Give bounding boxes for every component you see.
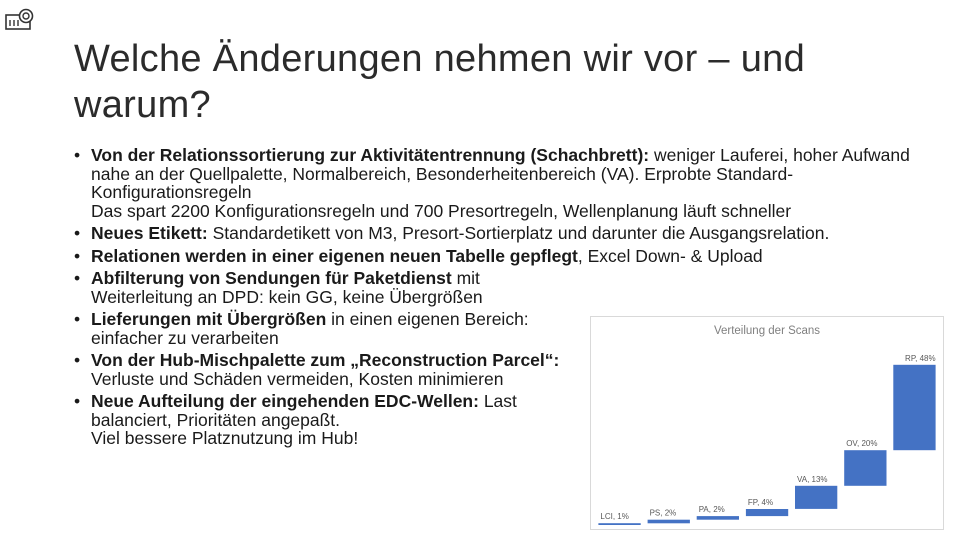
chart-title: Verteilung der Scans [713,325,821,337]
chart-bars [598,354,935,525]
chart-data-label: OV, 20% [846,439,878,449]
bullet-item [74,146,914,220]
chart-data-label: LCI, 1% [600,512,629,522]
chart-data-label: VA, 13% [797,474,828,484]
chart-data-label: PA, 2% [698,505,725,515]
chart-bar-fp [746,509,788,516]
bullet-text: mit Weiterleitung an DPD: kein GG, keine Übergrößen [91,268,483,307]
scan-distribution-chart [590,316,944,530]
bullet-text: weniger Lauferei, hoher Aufwand nahe an der Quellpalette, Normalbereich, Besonderheitenbereich (VA). Erprobte Standard-Konfigurationsregeln [91,145,910,202]
chart-bar-ov [844,450,886,486]
bullet-text: Verluste und Schäden vermeiden, Kosten minimieren [91,368,504,389]
chart-data-label: PS, 2% [649,508,677,518]
chart-bar-lci [598,523,640,525]
bullet-text-line2: Das spart 2200 Konfigurationsregeln und 700 Presortregeln, Wellenplanung läuft schneller [91,200,792,221]
bullet-text: Last balanciert, Prioritäten angepaßt. [91,391,517,430]
bullet-bold: Abfilterung von Sendungen für Paketdienst [91,268,452,288]
chart-svg [591,317,943,529]
chart-data-label: FP, 4% [747,498,774,507]
bullet-bold: Von der Relationssortierung zur Aktivitätentrennung (Schachbrett): [91,145,650,165]
bullet-item [74,392,581,448]
chart-bar-va [795,486,837,509]
chart-bar-pa [697,516,739,520]
bullet-item [74,247,914,266]
bullet-bold: Neues Etikett: [91,223,208,243]
bullet-text: in einen eigenen Bereich: einfacher zu verarbeiten [91,309,529,348]
slide-title: Welche Änderungen nehmen wir vor – und warum? [74,38,806,126]
bullet-bold: Lieferungen mit Übergrößen [91,309,327,329]
bullet-text: , Excel Down- & Upload [577,245,763,266]
bullet-item [74,269,581,306]
bullet-bold: Neue Aufteilung der eingehenden EDC-Wellen: [91,391,479,411]
chart-bar-rp [893,365,935,450]
bullet-text: Standardetikett von M3, Presort-Sortierplatz und darunter die Ausgangsrelation. [207,223,830,243]
bullet-item [74,224,914,243]
projector-icon [4,6,38,32]
chart-bar-ps [648,520,690,524]
bullet-bold: Relationen werden in einer eigenen neuen Tabelle gepflegt [91,245,578,266]
chart-data-label: RP, 48% [905,353,936,363]
bullet-text-line2: Viel bessere Platznutzung im Hub! [91,428,359,448]
bullet-item [74,310,581,347]
bullet-item [74,351,581,388]
bullet-bold: Von der Hub-Mischpalette zum „Reconstruction Parcel“: [91,350,560,370]
